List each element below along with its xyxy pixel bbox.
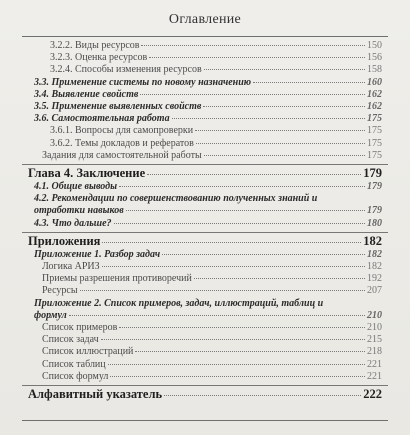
footer-rule bbox=[22, 420, 388, 421]
toc-chapter-entry[interactable] bbox=[28, 234, 382, 249]
toc-section-entry[interactable] bbox=[28, 249, 382, 261]
toc-entry-label-line1: Приложение 2. Список примеров, задач, иллюстраций, таблиц и bbox=[34, 297, 324, 309]
toc-entry[interactable] bbox=[28, 285, 382, 297]
toc-entry-label: Список иллюстраций bbox=[42, 346, 134, 358]
toc-entry-label: 3.2.2. Виды ресурсов bbox=[50, 40, 140, 51]
toc-entry-page: 207 bbox=[367, 285, 382, 297]
toc-chapter-entry[interactable] bbox=[28, 387, 382, 402]
dot-leader bbox=[204, 155, 365, 156]
dot-leader bbox=[147, 174, 361, 175]
toc-entry-page: 182 bbox=[367, 248, 382, 260]
toc-entry-label: Список таблиц bbox=[42, 358, 106, 370]
section-divider bbox=[22, 232, 388, 233]
toc-entry[interactable] bbox=[28, 64, 382, 76]
toc-entry[interactable] bbox=[28, 322, 382, 334]
toc-entry-page: 192 bbox=[367, 273, 382, 285]
toc-entry-page: 210 bbox=[367, 309, 382, 321]
toc-section-entry[interactable] bbox=[28, 77, 382, 89]
dot-leader bbox=[108, 364, 365, 365]
dot-leader bbox=[203, 106, 365, 107]
toc-entry-label-line2: формул bbox=[34, 309, 67, 321]
toc-entry-page: 175 bbox=[367, 149, 382, 161]
toc-entry-page: 175 bbox=[367, 125, 382, 137]
dot-leader bbox=[194, 278, 365, 279]
toc-entry[interactable] bbox=[28, 125, 382, 137]
toc-entry[interactable] bbox=[28, 40, 382, 52]
toc-entry-label: Список формул bbox=[42, 370, 109, 382]
toc-entry-label: 3.2.4. Способы изменения ресурсов bbox=[50, 64, 202, 76]
toc-entry-label: 3.6.1. Вопросы для самопроверки bbox=[50, 125, 194, 137]
toc-entry[interactable] bbox=[28, 371, 382, 383]
toc-entry[interactable] bbox=[28, 138, 382, 150]
toc-entry-page: 210 bbox=[367, 322, 382, 334]
toc-entry-label: Задания для самостоятельной работы bbox=[42, 149, 202, 161]
toc-entry-page: 179 bbox=[367, 205, 382, 217]
header-rule bbox=[22, 36, 388, 37]
toc-entry-label: Глава 4. Заключение bbox=[28, 166, 146, 181]
toc-entry-page: 221 bbox=[367, 358, 382, 370]
toc-entry[interactable] bbox=[28, 261, 382, 273]
dot-leader bbox=[253, 82, 365, 83]
table-of-contents bbox=[28, 40, 382, 402]
dot-leader bbox=[172, 118, 365, 119]
toc-entry-label: 4.3. Что дальше? bbox=[34, 217, 112, 229]
toc-entry-label: 3.4. Выявление свойств bbox=[34, 88, 139, 100]
toc-entry-label: 3.6. Самостоятельная работа bbox=[34, 113, 170, 125]
dot-leader bbox=[140, 94, 365, 95]
toc-entry-label: 3.2.3. Оценка ресурсов bbox=[50, 52, 148, 64]
dot-leader bbox=[80, 290, 365, 291]
toc-entry-label: 3.5. Применение выявленных свойств bbox=[34, 101, 202, 113]
toc-entry-label-line1: 4.2. Рекомендации по совершенствованию полученных знаний и bbox=[34, 193, 318, 205]
dot-leader bbox=[119, 186, 365, 187]
toc-section-entry[interactable] bbox=[28, 181, 382, 193]
toc-entry-page: 221 bbox=[367, 370, 382, 382]
toc-entry-page: 175 bbox=[367, 113, 382, 125]
dot-leader bbox=[204, 69, 365, 70]
toc-entry-page: 182 bbox=[363, 233, 382, 248]
section-divider bbox=[22, 164, 388, 165]
toc-entry-label: Алфавитный указатель bbox=[28, 387, 163, 402]
dot-leader bbox=[102, 266, 365, 267]
toc-entry-page: 158 bbox=[367, 64, 382, 76]
dot-leader bbox=[195, 130, 365, 131]
toc-entry[interactable] bbox=[28, 273, 382, 285]
toc-entry-label: 3.3. Применение системы по новому назначению bbox=[34, 76, 252, 88]
dot-leader bbox=[126, 210, 365, 211]
dot-leader bbox=[119, 327, 365, 328]
dot-leader bbox=[101, 339, 365, 340]
toc-entry-label: 4.1. Общие выводы bbox=[34, 181, 118, 193]
toc-entry-page: 162 bbox=[367, 101, 382, 113]
toc-section-entry[interactable] bbox=[28, 193, 382, 217]
dot-leader bbox=[141, 45, 365, 46]
toc-entry-page: 215 bbox=[367, 334, 382, 346]
toc-entry-page: 156 bbox=[367, 52, 382, 64]
toc-entry-page: 180 bbox=[367, 217, 382, 229]
dot-leader bbox=[102, 242, 361, 243]
toc-entry-page: 160 bbox=[367, 76, 382, 88]
dot-leader bbox=[114, 223, 365, 224]
toc-entry[interactable] bbox=[28, 150, 382, 162]
toc-section-entry[interactable] bbox=[28, 218, 382, 230]
dot-leader bbox=[196, 143, 365, 144]
toc-entry-label: 3.6.2. Темы докладов и рефератов bbox=[50, 137, 194, 149]
dot-leader bbox=[164, 395, 361, 396]
toc-entry-label: Приемы разрешения противоречий bbox=[42, 273, 192, 285]
dot-leader bbox=[162, 254, 365, 255]
dot-leader bbox=[110, 376, 365, 377]
toc-entry-label: Приложения bbox=[28, 233, 101, 248]
toc-entry[interactable] bbox=[28, 359, 382, 371]
toc-section-entry[interactable] bbox=[28, 113, 382, 125]
toc-entry-page: 175 bbox=[367, 137, 382, 149]
toc-entry-page: 162 bbox=[367, 88, 382, 100]
toc-entry-page: 182 bbox=[367, 261, 382, 273]
dot-leader bbox=[135, 351, 365, 352]
page-header-title: Оглавление bbox=[168, 12, 242, 27]
dot-leader bbox=[69, 315, 365, 316]
toc-entry-label: Приложение 1. Разбор задач bbox=[34, 248, 161, 260]
toc-entry-label-line2: отработки навыков bbox=[34, 205, 124, 217]
toc-entry[interactable] bbox=[28, 346, 382, 358]
dot-leader bbox=[149, 57, 365, 58]
toc-entry[interactable] bbox=[28, 334, 382, 346]
toc-entry-page: 179 bbox=[367, 181, 382, 193]
section-divider bbox=[22, 385, 388, 386]
toc-entry[interactable] bbox=[28, 52, 382, 64]
toc-entry-page: 150 bbox=[367, 40, 382, 51]
toc-entry-label: Список примеров bbox=[42, 322, 118, 334]
toc-entry-label: Логика АРИЗ bbox=[42, 261, 100, 273]
toc-section-entry[interactable] bbox=[28, 101, 382, 113]
toc-section-entry[interactable] bbox=[28, 298, 382, 322]
toc-entry-label: Список задач bbox=[42, 334, 99, 346]
toc-entry-page: 222 bbox=[363, 387, 382, 402]
toc-section-entry[interactable] bbox=[28, 89, 382, 101]
toc-entry-label: Ресурсы bbox=[42, 285, 78, 297]
toc-entry-page: 179 bbox=[363, 166, 382, 181]
toc-entry-page: 218 bbox=[367, 346, 382, 358]
toc-chapter-entry[interactable] bbox=[28, 166, 382, 181]
